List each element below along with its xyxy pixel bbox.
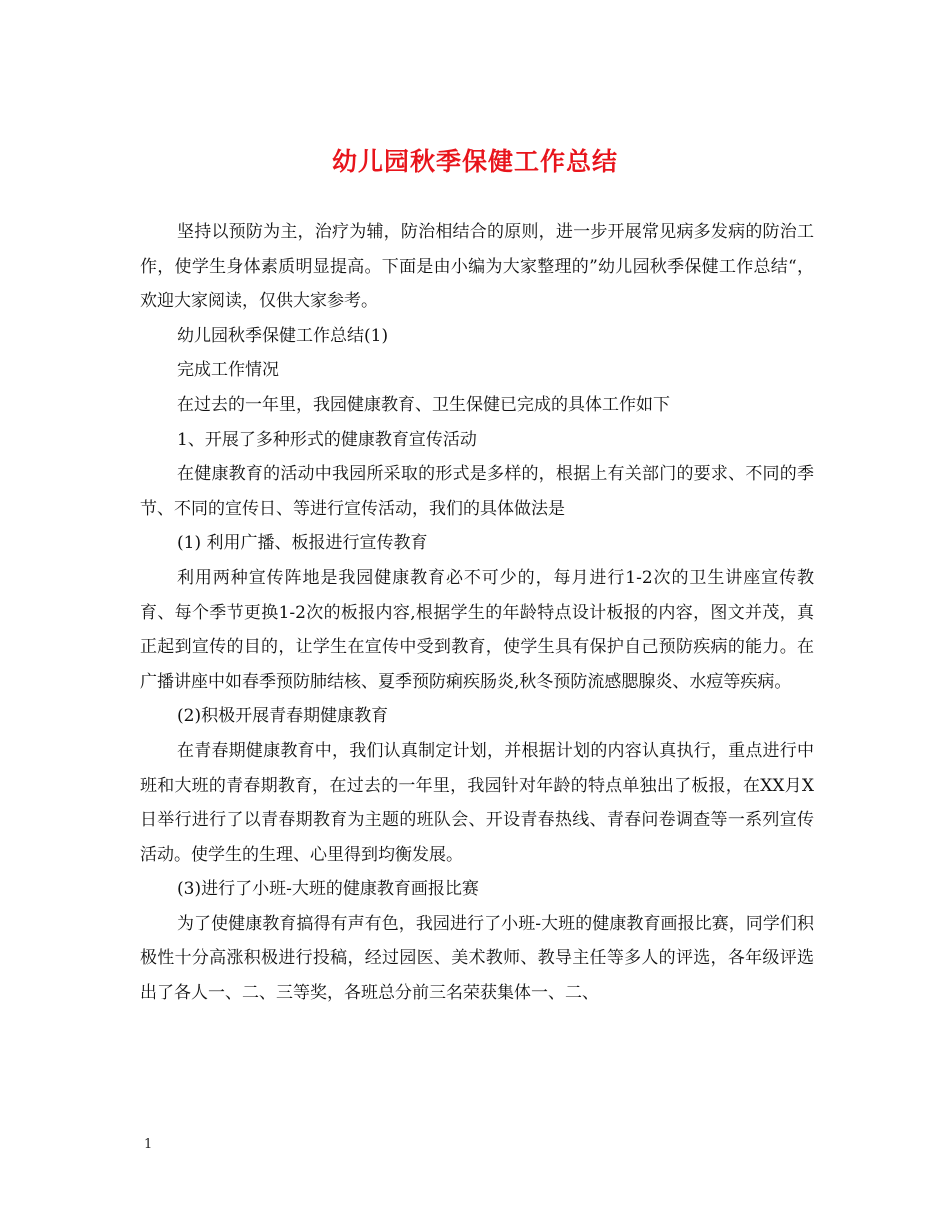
document-body [140,215,814,1011]
subsection-heading: 完成工作情况 [177,360,279,381]
list-heading: (2)积极开展青春期健康教育 [177,706,389,727]
document-title: 幼儿园秋季保健工作总结 [331,147,618,176]
list-heading: (3)进行了小班-大班的健康教育画报比赛 [177,879,479,900]
paragraph: 为了使健康教育搞得有声有色，我园进行了小班-大班的健康教育画报比赛，同学们积极性十分高涨积极进行投稿，经过园医、美术教师、教导主任等多人的评选，各年级评选出了各人一、二、三等奖，各班总分前三名荣获集体一、二、 [140,913,814,1004]
list-heading: 1、开展了多种形式的健康教育宣传活动 [177,429,477,450]
paragraph-intro: 坚持以预防为主，治疗为辅，防治相结合的原则，进一步开展常见病多发病的防治工作，使学生身体素质明显提高。下面是由小编为大家整理的”幼儿园秋季保健工作总结“，欢迎大家阅读，仅供大家参考。 [140,222,814,312]
page-number: 1 [144,1137,153,1152]
section-heading: 幼儿园秋季保健工作总结(1) [177,325,389,346]
paragraph: 利用两种宣传阵地是我园健康教育必不可少的，每月进行1-2次的卫生讲座宣传教育、每个季节更换1-2次的板报内容,根据学生的年龄特点设计板报的内容，图文并茂，真正起到宣传的目的，让学生在宣传中受到教育，使学生具有保护自己预防疾病的能力。在广播讲座中如春季预防肺结核、夏季预防痢疾肠炎,秋冬预防流感腮腺炎、水痘等疾病。 [140,567,814,692]
paragraph: 在过去的一年里，我园健康教育、卫生保健已完成的具体工作如下 [177,394,670,415]
paragraph: 在健康教育的活动中我园所采取的形式是多样的，根据上有关部门的要求、不同的季节、不同的宣传日、等进行宣传活动，我们的具体做法是 [140,464,814,519]
list-heading: (1) 利用广播、板报进行宣传教育 [177,533,428,554]
paragraph: 在青春期健康教育中，我们认真制定计划，并根据计划的内容认真执行，重点进行中班和大班的青春期教育，在过去的一年里，我园针对年龄的特点单独出了板报，在XX月X日举行进行了以青春期教育为主题的班队会、开设青春热线、青春问卷调查等一系列宣传活动。使学生的生理、心里得到均衡发展。 [140,740,814,865]
